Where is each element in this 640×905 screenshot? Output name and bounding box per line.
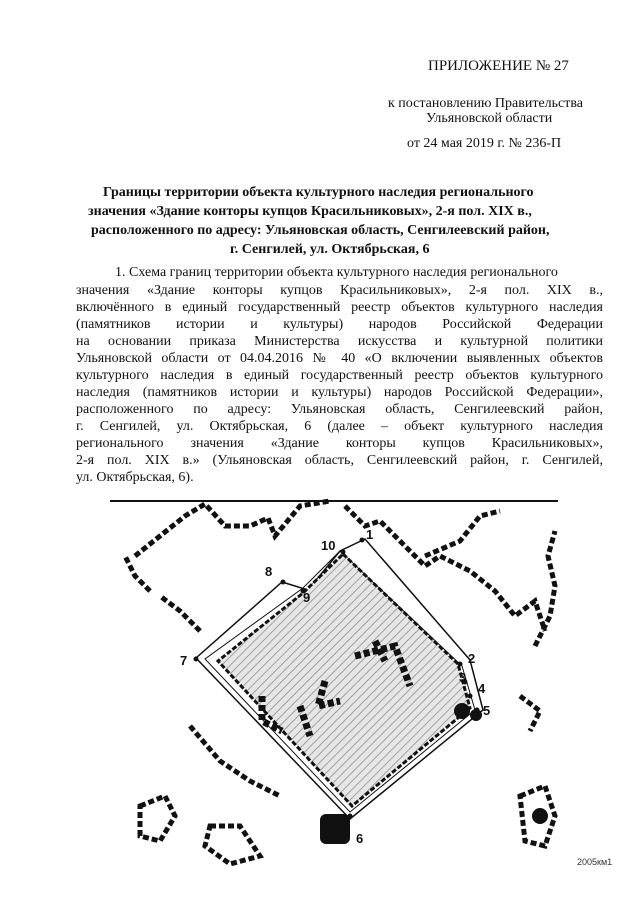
title-line-3: расположенного по адресу: Ульяновская область, Сенгилеевский район, — [91, 223, 550, 238]
paragraph-line: наследия (памятников истории и культуры) народов Российской Федерации», — [76, 385, 603, 400]
paragraph-line: культурного наследия в единый государственный реестр объектов культурного — [76, 368, 603, 383]
paragraph-line: регионального значения «Здание конторы купцов Красильниковых», — [76, 436, 603, 451]
point-label-7: 7 — [180, 653, 188, 668]
paragraph-line: на основании приказа Министерства искусства и культурной политики — [76, 334, 603, 349]
paragraph-line: Ульяновской области от 04.04.2016 № 40 «О включении выявленных объектов — [76, 351, 603, 366]
paragraph-line: ул. Октябрьская, 6). — [76, 470, 194, 485]
point-label-3: 3 — [459, 670, 467, 685]
point-label-5: 5 — [483, 703, 491, 718]
map-code: 2005км1 — [577, 857, 613, 867]
heritage-building — [218, 554, 470, 806]
point-label-9: 9 — [303, 590, 311, 605]
point-label-1: 1 — [366, 527, 374, 542]
point-label-10: 10 — [321, 538, 336, 553]
point-label-2: 2 — [468, 651, 476, 666]
paragraph-line: расположенного по адресу: Ульяновская область, Сенгилеевский район, — [76, 402, 603, 417]
paragraph-line: (памятников истории и культуры) народов Российской Федерации — [76, 317, 603, 332]
paragraph-line: значения «Здание конторы купцов Красильниковых», 2-я пол. XIX в., — [76, 283, 603, 298]
paragraph-line: г. Сенгилей, ул. Октябрьская, 6 (далее – объект культурного наследия — [76, 419, 603, 434]
title-line-4: г. Сенгилей, ул. Октябрьская, 6 — [230, 242, 430, 257]
appendix-number: ПРИЛОЖЕНИЕ № 27 — [428, 58, 569, 74]
paragraph-line: включённого в единый государственный реестр объектов культурного наследия — [76, 300, 603, 315]
paragraph-line: 1. Схема границ территории объекта культурного наследия регионального — [115, 265, 558, 280]
title-line-1: Границы территории объекта культурного наследия регионального — [103, 185, 534, 200]
boundary-map — [0, 496, 640, 866]
resolution-line-1: к постановлению Правительства — [388, 96, 584, 111]
point-label-8: 8 — [265, 564, 273, 579]
paragraph-line: 2-я пол. XIX в.» (Ульяновская область, Сенгилеевский район, г. Сенгилей, — [76, 453, 603, 468]
resolution-line-2: Ульяновской области — [426, 111, 553, 126]
resolution-date-number: от 24 мая 2019 г. № 236-П — [407, 136, 562, 151]
point-label-4: 4 — [478, 681, 486, 696]
point-label-6: 6 — [356, 831, 364, 846]
title-line-2: значения «Здание конторы купцов Красильниковых», 2-я пол. XIX в., — [88, 204, 532, 219]
